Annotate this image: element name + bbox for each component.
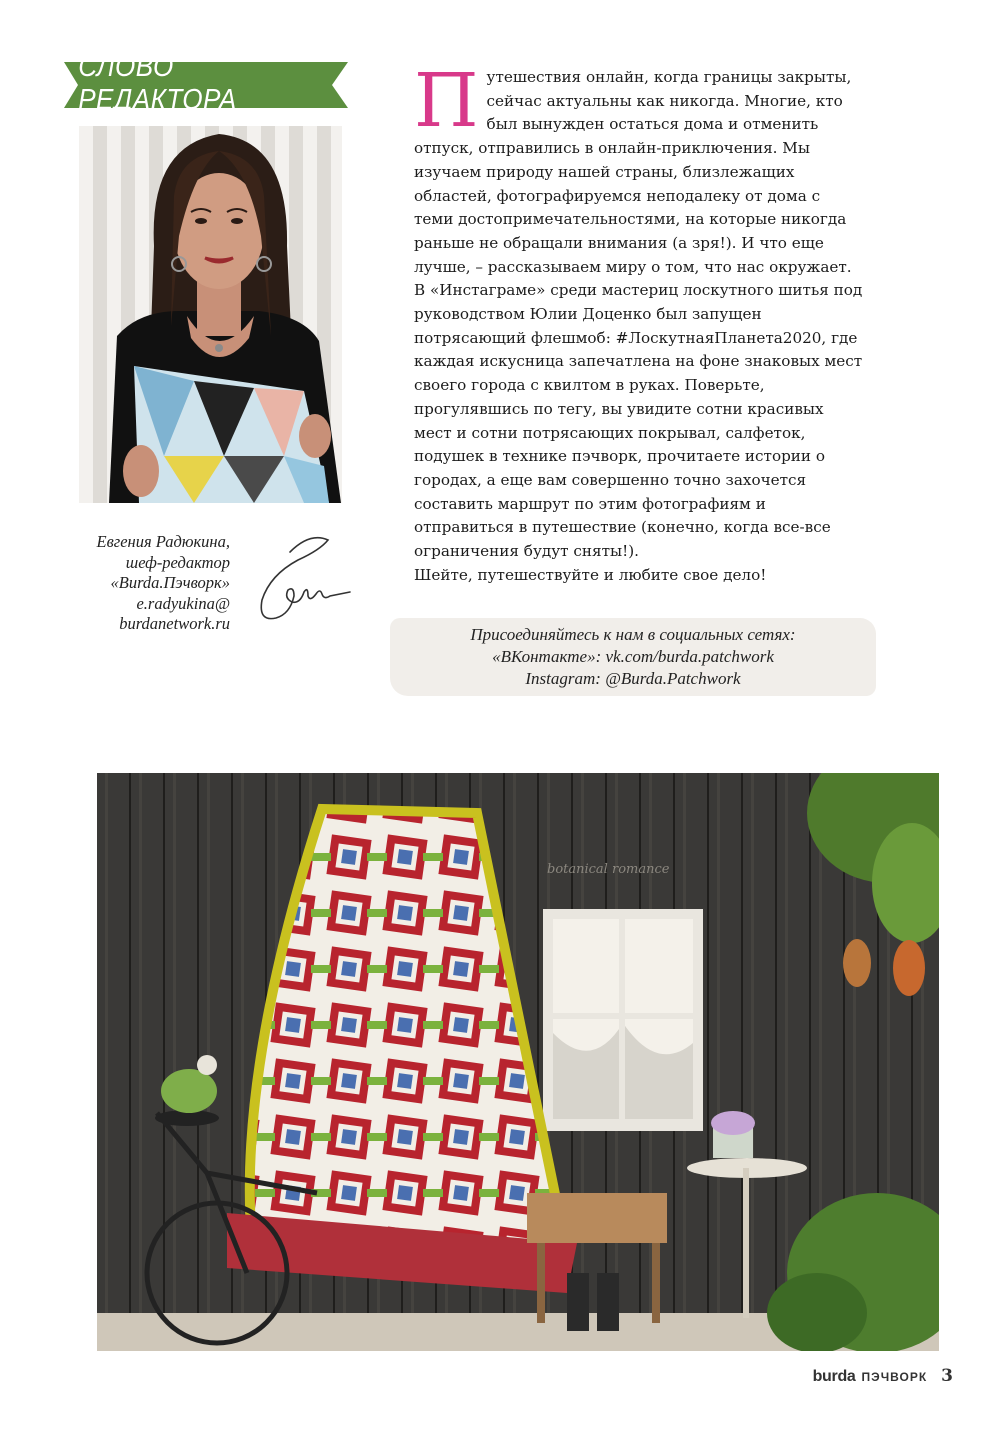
editor-email-line1: e.radyukina@ — [136, 593, 230, 613]
article-paragraph-1-text: утешествия онлайн, когда границы закрыты, сейчас актуальны как никогда. Многие, кто был вынужден остаться дома и отменить отпуск, отправились в онлайн-приключения. Мы изучаем природу нашей страны, близлежащих областей, фотографируемся неподалеку от дома с теми достопримечательностями, на которые никогда раньше не обращали внимания (а зря!). И что еще лучше, – рассказываем миру о том, что нас окружает. В «Инстаграме» среди мастериц лоскутного шитья под руководством Юлии Доценко был запущен потрясающий флешмоб: #ЛоскутнаяПланета2020, где каждая искусница запечатлена на фоне знаковых мест своего города с квилтом в руках. Поверьте, прогулявшись по тегу, вы увидите сотни красивых мест и сотни потрясающих покрывал, салфеток, подушек в технике пэчворк, прочитаете истории о городах, а еще вам совершенно точно захочется составить маршрут по этим фотографиям и отправиться в путешествие (конечно, когда все-все ограничения будут сняты!). — [414, 68, 863, 561]
editor-caption — [60, 532, 230, 635]
drop-cap: П — [414, 58, 479, 144]
social-heading: Присоединяйтесь к нам в социальных сетях: — [470, 625, 796, 644]
footer-brand-subtitle: ПЭЧВОРК — [861, 1370, 928, 1384]
shed-sign-text: botanical romance — [547, 862, 670, 877]
page-number: 3 — [941, 1366, 953, 1386]
footer-brand-logo: burda — [812, 1368, 856, 1385]
editor-magazine: «Burda.Пэчворк» — [110, 573, 230, 592]
quilt-shed-photo — [97, 773, 939, 1351]
social-links-box — [390, 618, 876, 696]
banner-title: СЛОВО РЕДАКТОРА — [78, 51, 237, 116]
editor-name: Евгения Радюкина, — [96, 532, 230, 551]
editor-portrait-photo — [79, 126, 342, 503]
social-vk-link[interactable]: «ВКонтакте»: vk.com/burda.patchwork — [492, 647, 774, 666]
page-footer — [813, 1366, 953, 1386]
editor-signature-image — [250, 530, 360, 630]
social-instagram-link[interactable]: Instagram: @Burda.Patchwork — [525, 669, 741, 688]
article-paragraph-2: Шейте, путешествуйте и любите свое дело! — [414, 565, 767, 584]
editorial-article — [414, 58, 864, 587]
section-banner — [64, 51, 348, 116]
article-paragraph-1 — [414, 58, 864, 564]
editor-role: шеф-редактор — [125, 552, 230, 572]
editor-email-line2: burdanetwork.ru — [119, 614, 230, 633]
